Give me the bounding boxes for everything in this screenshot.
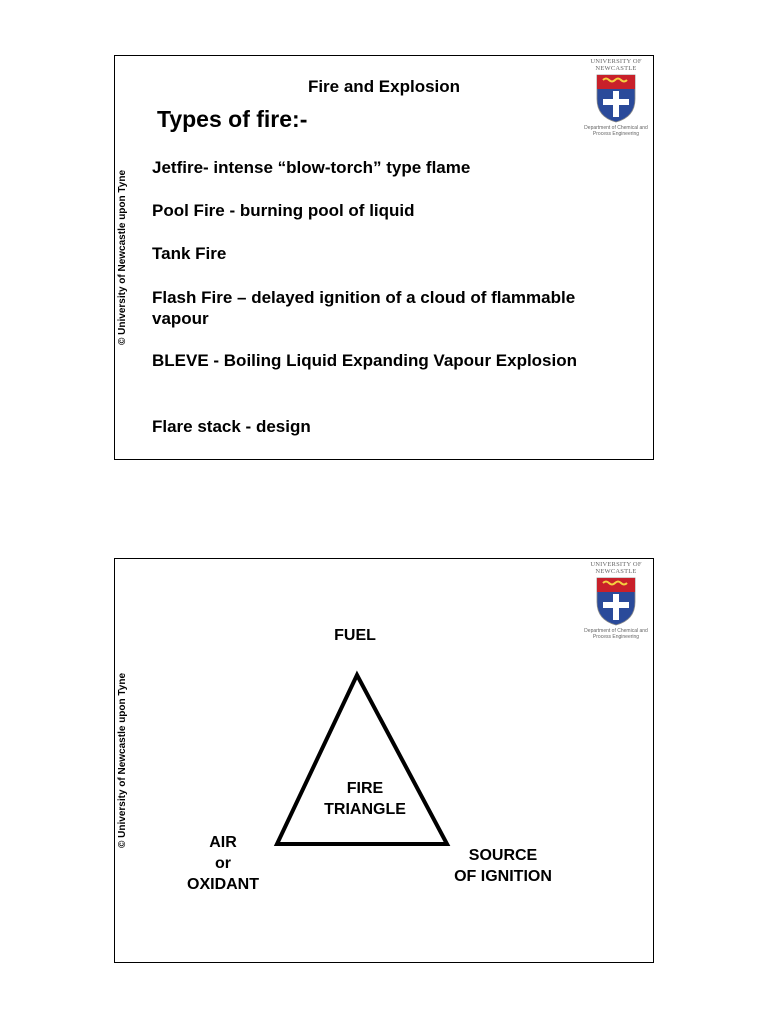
copyright-notice: © University of Newcastle upon Tyne xyxy=(116,673,128,848)
copyright-notice: © University of Newcastle upon Tyne xyxy=(116,170,128,345)
fire-triangle-diagram xyxy=(115,559,653,962)
list-item-flash-fire: Flash Fire – delayed ignition of a cloud of flammable vapour xyxy=(152,288,576,328)
list-item-jetfire: Jetfire- intense “blow-torch” type flame xyxy=(152,158,471,177)
list-item-tank-fire: Tank Fire xyxy=(152,244,227,263)
slide-title: Types of fire:- xyxy=(157,106,308,132)
slide-fire-triangle xyxy=(114,558,654,963)
logo-newcastle-text: NEWCASTLE xyxy=(595,65,637,72)
logo-university-text: UNIVERSITY OF xyxy=(590,561,642,568)
label-fire-triangle: FIRE TRIANGLE xyxy=(324,780,406,818)
logo-university-text: UNIVERSITY OF xyxy=(590,58,642,65)
logo-department-text: Department of Chemical and Process Engineering xyxy=(584,125,648,137)
logo-newcastle-text: NEWCASTLE xyxy=(595,568,637,575)
label-source-of-ignition: SOURCE OF IGNITION xyxy=(454,847,552,885)
label-air-oxidant: AIR or OXIDANT xyxy=(187,834,259,893)
university-logo xyxy=(579,58,653,146)
list-item-flare-stack: Flare stack - design xyxy=(152,417,311,436)
label-fuel: FUEL xyxy=(334,627,376,644)
slide-header: Fire and Explosion xyxy=(307,77,461,96)
slide-types-of-fire xyxy=(114,55,654,460)
logo-department-text: Department of Chemical and Process Engineering xyxy=(584,628,648,640)
list-item-bleve: BLEVE - Boiling Liquid Expanding Vapour Explosion xyxy=(152,351,578,370)
list-item-pool-fire: Pool Fire - burning pool of liquid xyxy=(152,201,415,220)
